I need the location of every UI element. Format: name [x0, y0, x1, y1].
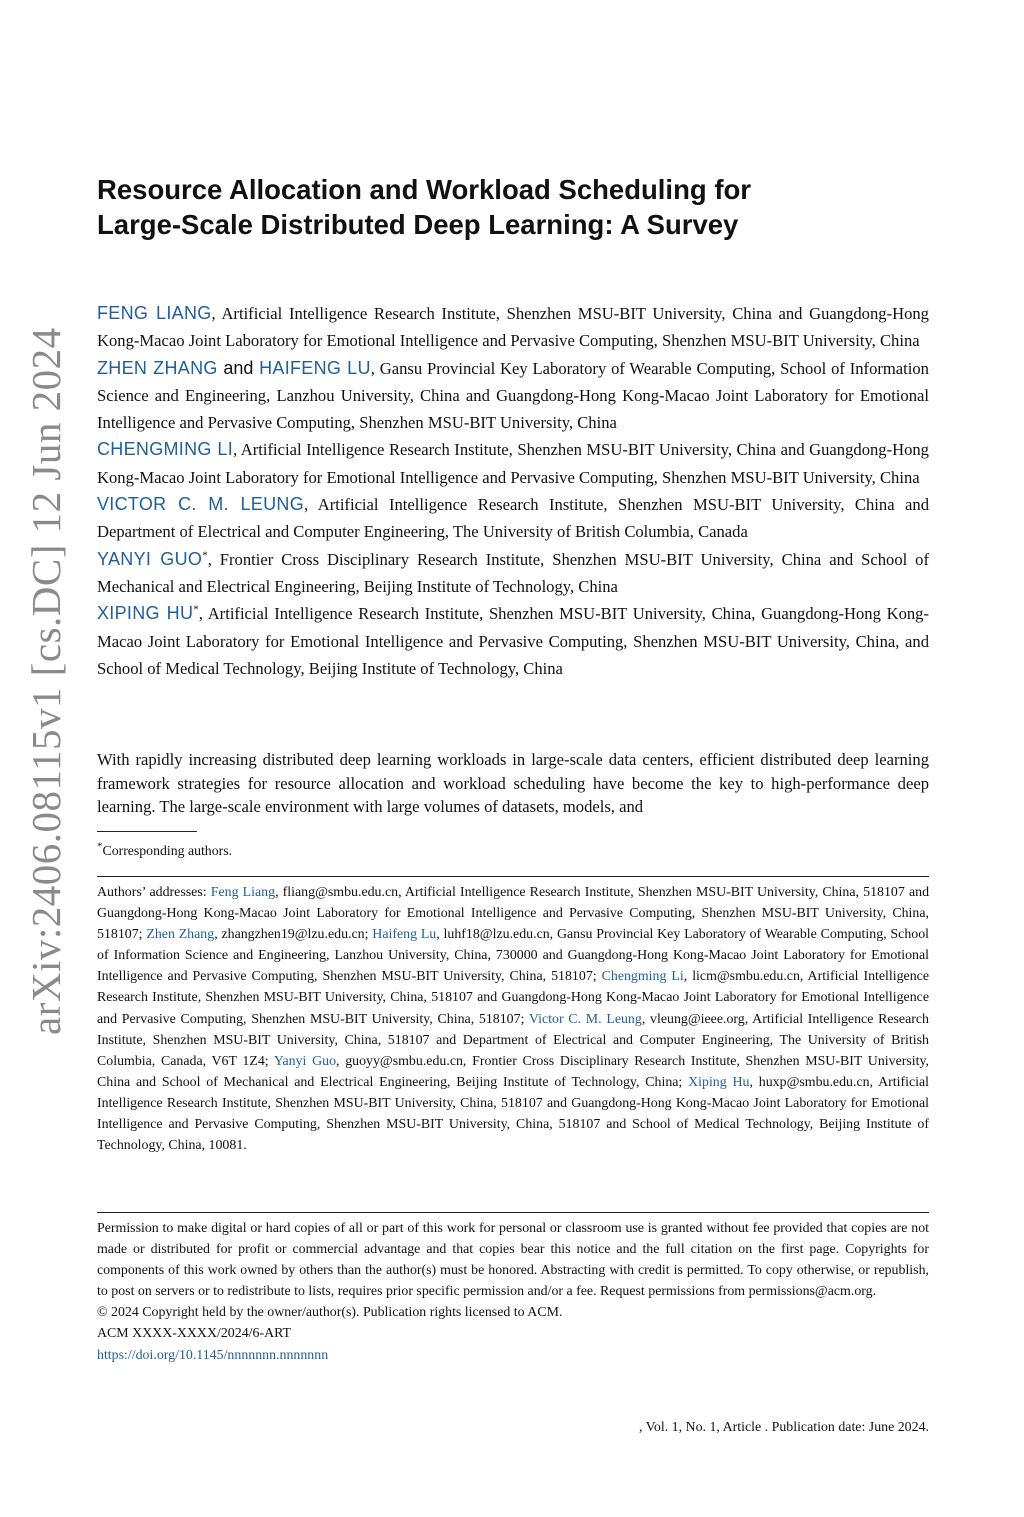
title-line-2: Large-Scale Distributed Deep Learning: A Survey — [97, 209, 739, 240]
author-link[interactable]: Feng Liang — [210, 885, 276, 900]
author-name: CHENGMING LI — [97, 439, 233, 460]
address-text: , fliang@smbu.edu.cn, Artificial Intelligence Research Institute, Shenzhen MSU-BIT University, China, 518107 and Guangdong-Hong Kong-Macao Joint Laboratory for Emotional Intelligence and Pervasive Computing, Shenzhen MSU-BIT University, China, 518107; — [97, 885, 930, 943]
permission-block — [97, 1218, 929, 1366]
author-entry — [97, 600, 929, 682]
corresponding-mark: * — [202, 549, 208, 562]
paper-title — [97, 172, 897, 242]
author-name: YANYI GUO — [97, 548, 203, 569]
permission-divider — [97, 1212, 929, 1213]
author-affiliation: , Artificial Intelligence Research Institute, Shenzhen MSU-BIT University, China, Guangdong-Hong Kong-Macao Joint Laboratory for Emotional Intelligence and Pervasive Computing, Shenzhen MSU-BIT University, China, and School of Medical Technology, Beijing Institute of Technology, China — [97, 604, 929, 678]
address-text: , luhf18@lzu.edu.cn, Gansu Provincial Key Laboratory of Wearable Computing, School of Information Science and Engineering, Lanzhou University, China, 730000 and Guangdong-Hong Kong-Macao Joint Laboratory for Emotional Intelligence and Pervasive Computing, Shenzhen MSU-BIT University, China, 518107; — [97, 927, 930, 985]
copyright-line: © 2024 Copyright held by the owner/author(s). Publication rights licensed to ACM. — [97, 1305, 563, 1321]
author-link[interactable]: Zhen Zhang — [146, 927, 215, 943]
author-name: HAIFENG LU — [259, 357, 371, 378]
author-list — [97, 300, 929, 682]
addresses-divider — [97, 876, 929, 877]
arxiv-identifier: arXiv:2406.08115v1 [cs.DC] 12 Jun 2024 — [23, 327, 69, 1035]
footnote-text: Corresponding authors. — [102, 843, 233, 858]
address-text: , zhangzhen19@lzu.edu.cn; — [214, 927, 373, 943]
author-link[interactable]: Chengming Li — [601, 969, 684, 985]
author-link[interactable]: Yanyi Guo — [273, 1053, 337, 1069]
author-link[interactable]: Victor C. M. Leung — [528, 1011, 642, 1027]
address-text: , vleung@ieee.org, Artificial Intelligence Research Institute, Shenzhen MSU-BIT University, China, 518107 and Department of Electrical and Computer Engineering, The University of British Columbia, Canada, V6T 1Z4; — [97, 1011, 929, 1069]
doi-link[interactable]: https://doi.org/10.1145/nnnnnnn.nnnnnnn — [97, 1347, 329, 1363]
author-addresses — [97, 882, 929, 1156]
author-affiliation: , Artificial Intelligence Research Institute, Shenzhen MSU-BIT University, China and Department of Electrical and Computer Engineering, The University of British Columbia, Canada — [97, 495, 929, 542]
footnote-divider — [97, 831, 197, 832]
author-name: XIPING HU — [97, 603, 194, 624]
footnote — [97, 841, 232, 861]
author-affiliation: , Artificial Intelligence Research Institute, Shenzhen MSU-BIT University, China and Guangdong-Hong Kong-Macao Joint Laboratory for Emotional Intelligence and Pervasive Computing, Shenzhen MSU-BIT University, China — [97, 304, 929, 351]
publication-footer: , Vol. 1, No. 1, Article . Publication date: June 2024. — [638, 1420, 929, 1435]
author-affiliation: , Frontier Cross Disciplinary Research Institute, Shenzhen MSU-BIT University, China and School of Mechanical and Electrical Engineering, Beijing Institute of Technology, China — [97, 549, 930, 596]
author-entry — [97, 300, 929, 355]
author-name: FENG LIANG — [97, 303, 212, 323]
title-line-1: Resource Allocation and Workload Scheduling for — [97, 174, 751, 205]
acm-number: ACM XXXX-XXXX/2024/6-ART — [97, 1326, 292, 1342]
address-text: , guoyy@smbu.edu.cn, Frontier Cross Disciplinary Research Institute, Shenzhen MSU-BIT University, China and School of Mechanical and Electrical Engineering, Beijing Institute of Technology, China; — [97, 1053, 929, 1090]
author-entry — [97, 355, 929, 437]
address-text: Authors’ addresses: — [97, 885, 211, 900]
permission-text: Permission to make digital or hard copies of all or part of this work for personal or classroom use is granted without fee provided that copies are not made or distributed for profit or commercial advantage and that copies bear this notice and the full citation on the first page. Copyrights for components of this work owned by others than the author(s) must be honored. Abstracting with credit is permitted. To copy otherwise, or republish, to post on servers or to redistribute to lists, requires prior specific permission and/or a fee. Request permissions from permissions@acm.org. — [97, 1221, 929, 1300]
author-link[interactable]: Xiping Hu — [688, 1074, 750, 1090]
address-text: , licm@smbu.edu.cn, Artificial Intelligence Research Institute, Shenzhen MSU-BIT University, China, 518107 and Guangdong-Hong Kong-Macao Joint Laboratory for Emotional Intelligence and Pervasive Computing, Shenzhen MSU-BIT University, China, 518107; — [97, 969, 930, 1027]
author-entry — [97, 436, 929, 491]
author-name: ZHEN ZHANG — [97, 357, 218, 378]
author-link[interactable]: Haifeng Lu — [372, 927, 437, 943]
author-name: VICTOR C. M. LEUNG — [97, 494, 305, 515]
author-affiliation: , Artificial Intelligence Research Institute, Shenzhen MSU-BIT University, China and Guangdong-Hong Kong-Macao Joint Laboratory for Emotional Intelligence and Pervasive Computing, Shenzhen MSU-BIT University, China — [97, 440, 929, 487]
corresponding-mark: * — [193, 603, 199, 616]
footnote-mark: * — [97, 840, 103, 853]
address-text: , huxp@smbu.edu.cn, Artificial Intelligence Research Institute, Shenzhen MSU-BIT University, China, 518107 and Guangdong-Hong Kong-Macao Joint Laboratory for Emotional Intelligence and Pervasive Computing, Shenzhen MSU-BIT University, China, 518107 and School of Medical Technology, Beijing Institute of Technology, China, 10081. — [97, 1074, 929, 1154]
abstract-text: With rapidly increasing distributed deep learning workloads in large-scale data centers, efficient distributed deep learning framework strategies for resource allocation and workload scheduling have become the key to high-performance deep learning. The large-scale environment with large volumes of datasets, models, and — [97, 750, 929, 816]
author-entry — [97, 546, 929, 601]
author-entry — [97, 491, 929, 546]
author-affiliation: , Gansu Provincial Key Laboratory of Wearable Computing, School of Information Science and Engineering, Lanzhou University, China and Guangdong-Hong Kong-Macao Joint Laboratory for Emotional Intelligence and Pervasive Computing, Shenzhen MSU-BIT University, China — [97, 358, 929, 433]
author-joiner: and — [217, 357, 260, 378]
